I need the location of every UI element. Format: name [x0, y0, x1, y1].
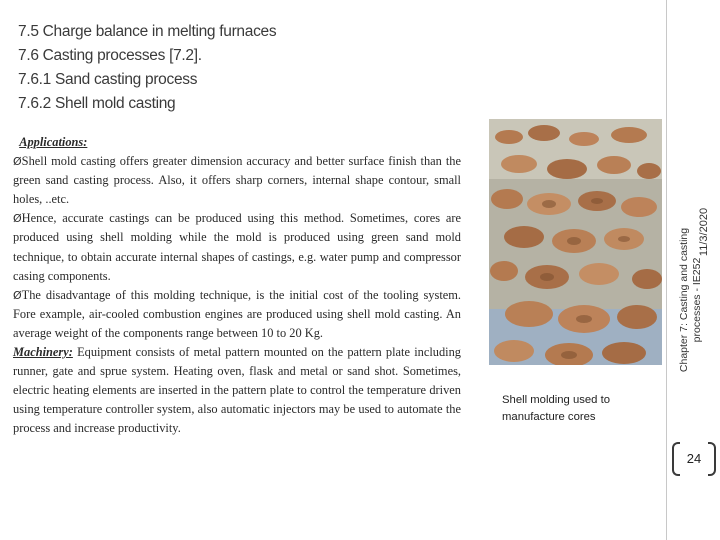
sidebar-divider	[666, 0, 667, 540]
bullet-arrow-icon: Ø	[13, 212, 22, 226]
paragraph-3	[13, 286, 461, 343]
slide-date: 11/3/2020	[698, 207, 710, 257]
paragraph-2-text: Hence, accurate castings can be produced using this method. Sometimes, cores are produced using shell molding while the mold is produced using green sand mold technique, to obtain accurate internal shapes of castings, e.g. water pump and compressor casing components.	[13, 211, 461, 283]
shell-cores-image	[489, 119, 662, 365]
photo-caption: Shell molding used to manufacture cores	[502, 394, 611, 423]
chapter-line-1: Chapter 7: Casting and casting	[678, 227, 690, 373]
paragraph-1	[13, 152, 461, 209]
paragraph-3-text: The disadvantage of this molding technique, is the initial cost of the tooling system. Fore example, air-cooled combustion engines are produced using shell mold casting. An average weight of the components range between 10 to 20 Kg.	[13, 287, 461, 340]
shell-cores-photo	[489, 119, 662, 365]
chapter-footer	[678, 228, 704, 372]
paragraph-1-text: Shell mold casting offers greater dimension accuracy and better surface finish than the green sand casting process. Also, it offers sharp corners, internal shape contour, small holes, ..etc.	[13, 154, 461, 207]
applications-heading: Applications:	[19, 135, 88, 149]
applications-heading-line	[13, 133, 461, 152]
body-text	[13, 133, 461, 439]
machinery-heading: Machinery:	[13, 345, 73, 360]
machinery-paragraph	[13, 343, 461, 438]
page-number-badge	[672, 442, 716, 476]
page-number: 24	[686, 451, 702, 466]
paragraph-2	[13, 209, 461, 285]
title-line-4: 7.6.2 Shell mold casting	[18, 95, 176, 112]
chapter-line-2: processes - IE252	[691, 257, 703, 343]
title-line-2: 7.6 Casting processes [7.2].	[18, 47, 202, 64]
machinery-text: Equipment consists of metal pattern mounted on the pattern plate including runner, gate and sprue system. Heating oven, flask and metal or sand shot. Sometimes, electric heating elements are inserted in the pattern plate to control the temperature driven using temperature controller system, also automatic injectors may be used to automate the process and increase productivity.	[13, 345, 461, 436]
bullet-arrow-icon: Ø	[13, 288, 22, 302]
title-line-3: 7.6.1 Sand casting process	[18, 71, 198, 88]
bullet-arrow-icon: Ø	[13, 155, 22, 169]
title-line-1: 7.5 Charge balance in melting furnaces	[18, 23, 277, 40]
section-titles	[18, 20, 478, 116]
